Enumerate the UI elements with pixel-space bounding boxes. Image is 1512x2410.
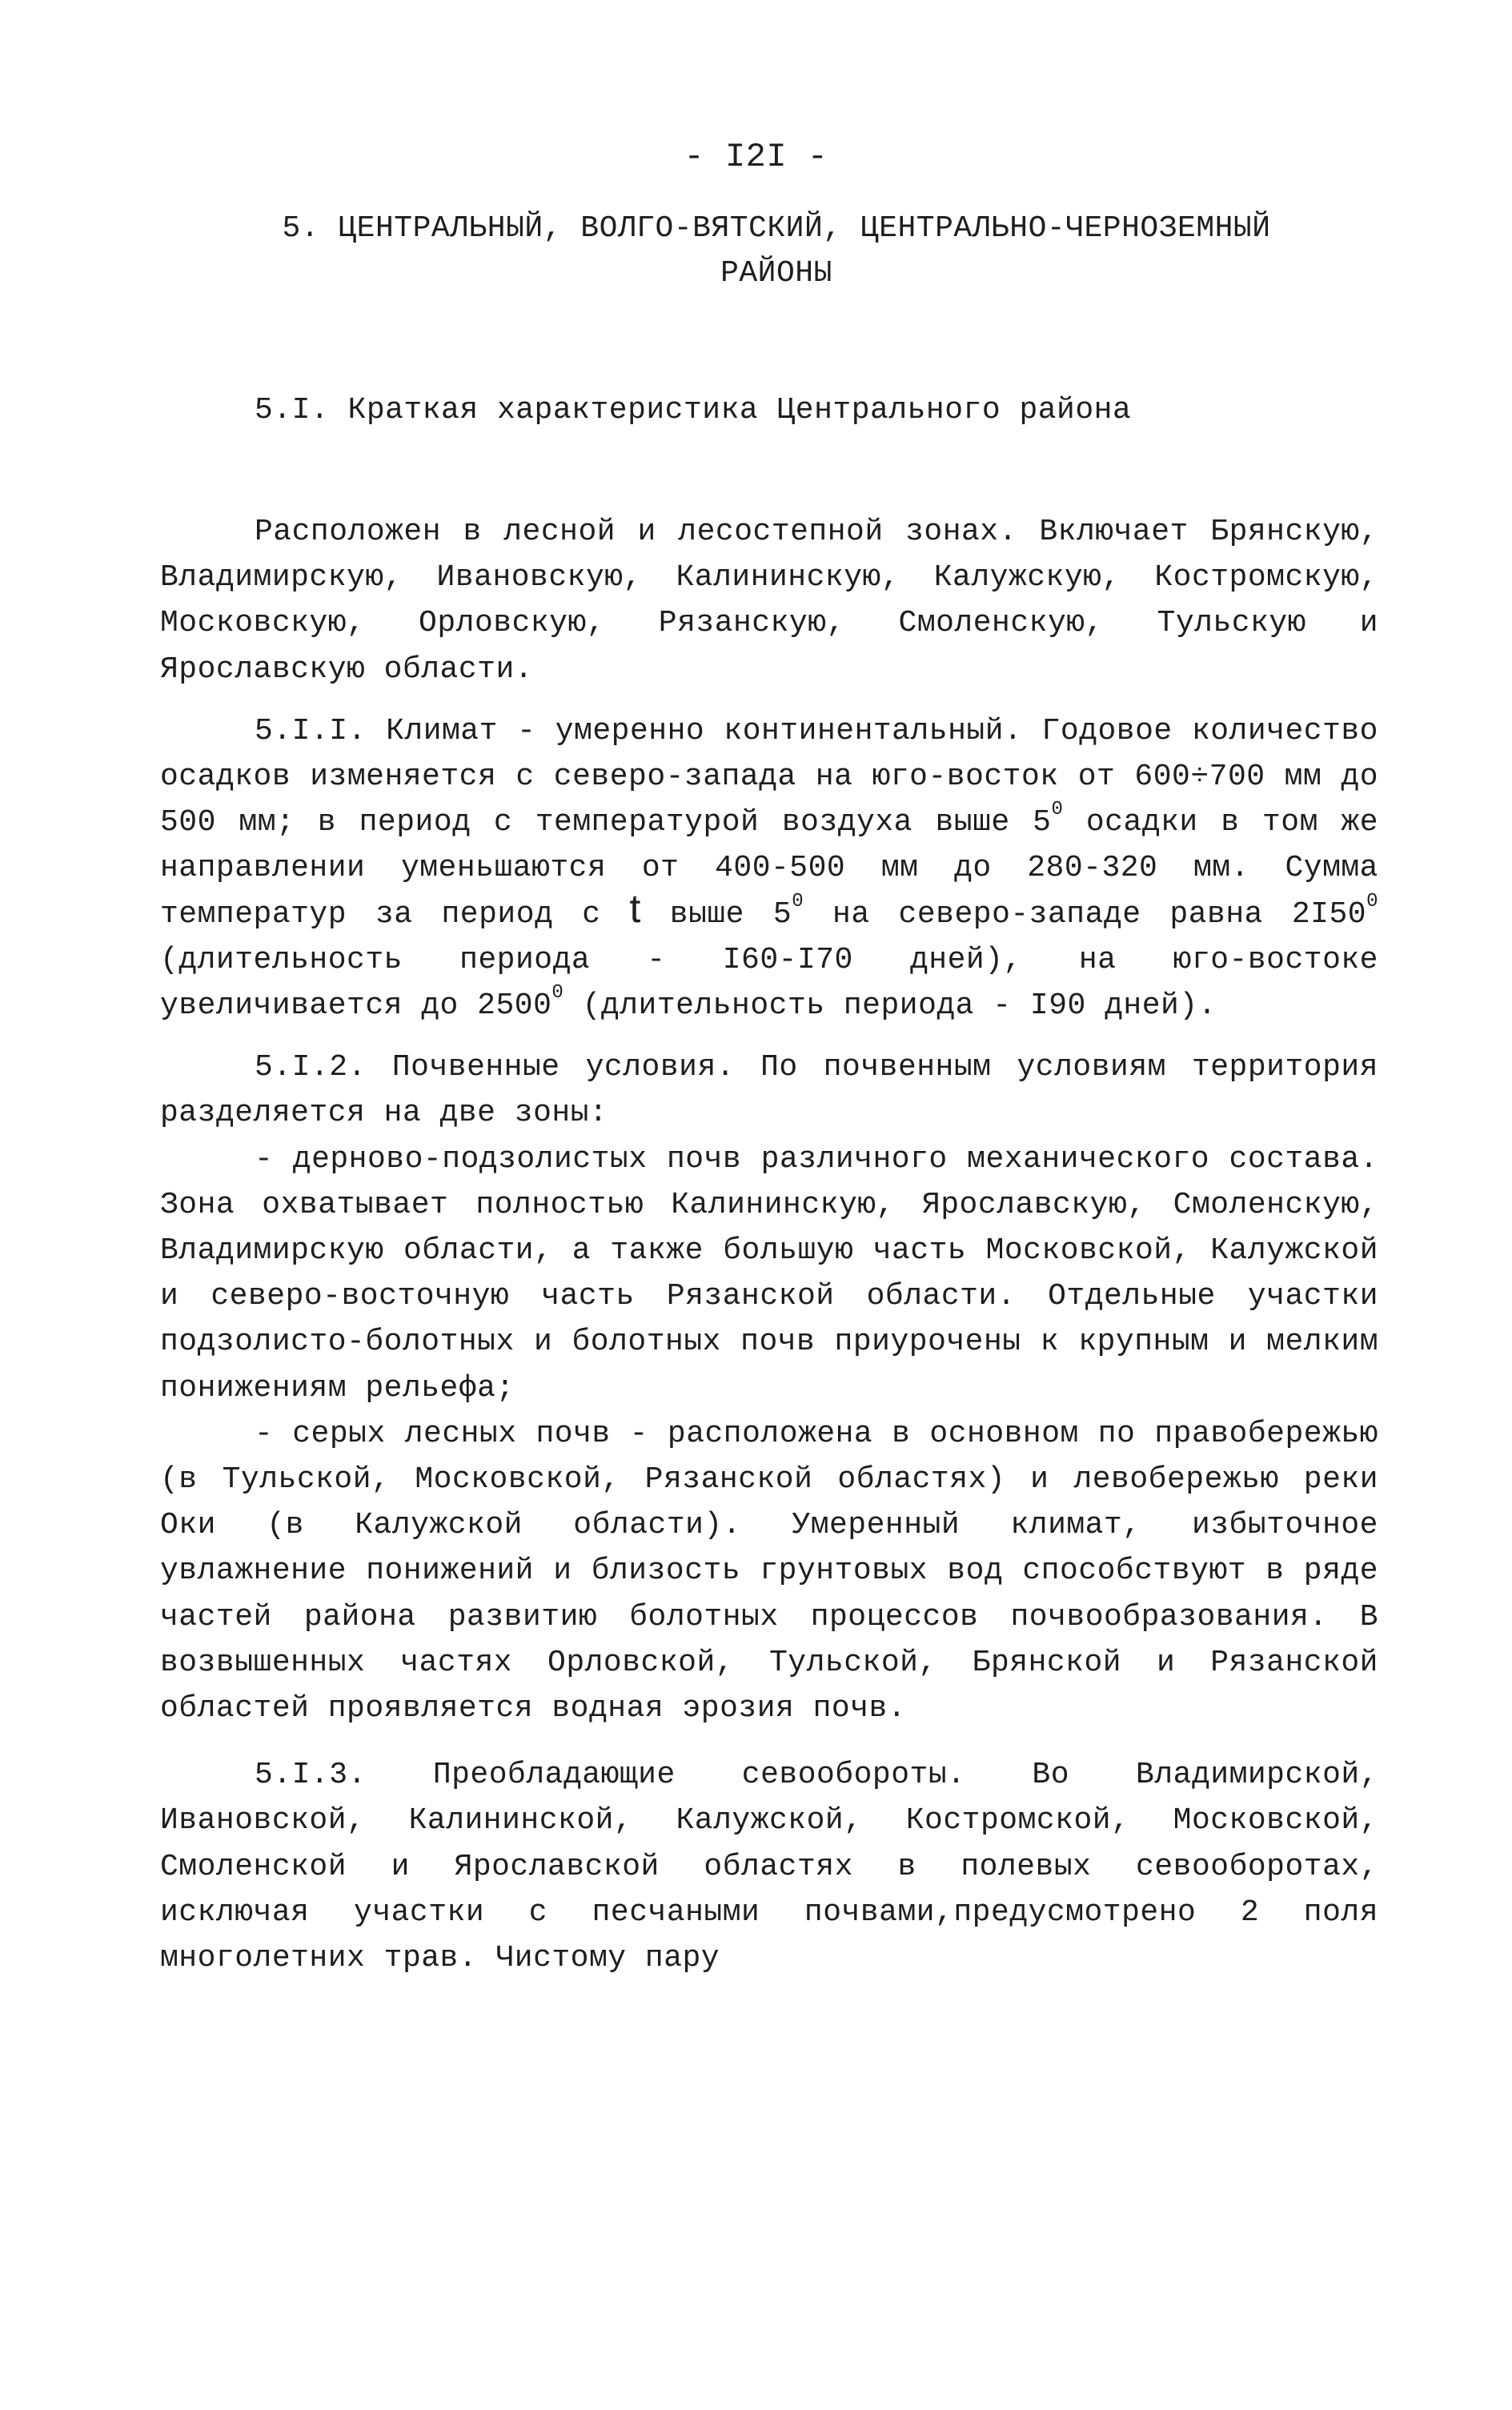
- degree-superscript: 0: [1051, 799, 1064, 821]
- chapter-title-line-1: 5. ЦЕНТРАЛЬНЫЙ, ВОЛГО-ВЯТСКИЙ, ЦЕНТРАЛЬНО-ЧЕРНОЗЕМНЫЙ: [282, 211, 1271, 246]
- paragraph-crop-rotation: 5.I.3. Преобладающие севообороты. Во Владимирской, Ивановской, Калининской, Калужской, Костромской, Московской, Смоленской и Ярославской областях в полевых севооборотах, исключая участки с песчаными почвами,предусмотрено 2 поля многолетних трав. Чистому пару: [160, 1758, 1378, 1976]
- paragraph-soil-zone-2: - серых лесных почв - расположена в основном по правобережью (в Тульской, Московской, Рязанской областях) и левобережью реки Оки (в Калужской области). Умеренный климат, избыточное увлажнение понижений и близость грунтовых вод способствуют в ряде частей района развитию болотных процессов почвообразования. В возвышенных частях Орловской, Тульской, Брянской и Рязанской областей проявляется водная эрозия почв.: [160, 1416, 1378, 1726]
- body-text: [160, 509, 1378, 1981]
- chapter-title: [160, 207, 1393, 296]
- climate-text-a: 5.I.I. Климат - умеренно континентальный. Годовое количество осадков изменяется с северо-запада на юго-восток от 600÷700 мм до 500 мм; в период с температурой воздуха выше 5: [160, 713, 1378, 840]
- climate-text-f: (длительность периода - I90 дней).: [563, 988, 1217, 1024]
- paragraph-intro: Расположен в лесной и лесостепной зонах. Включает Брянскую, Владимирскую, Ивановскую, Калининскую, Калужскую, Костромскую, Московскую, Орловскую, Рязанскую, Смоленскую, Тульскую и Ярославскую области.: [160, 515, 1378, 687]
- chapter-title-line-2: РАЙОНЫ: [720, 256, 832, 291]
- degree-superscript: 0: [792, 890, 804, 912]
- degree-superscript: 0: [551, 982, 564, 1005]
- degree-superscript: 0: [1366, 890, 1378, 912]
- paragraph-soil-intro: 5.I.2. Почвенные условия. По почвенным условиям территория разделяется на две зоны:: [160, 1050, 1378, 1131]
- climate-text-b: осадки в том же направлении уменьшаются от 400-500 мм до 280-320 мм. Сумма температур за период с: [160, 805, 1378, 932]
- paragraph-soil-zone-1: - дерново-подзолистых почв различного механического состава. Зона охватывает полностью Калининскую, Ярославскую, Смоленскую, Владимирскую области, а также большую часть Московской, Калужской и северо-восточную часть Рязанской области. Отдельные участки подзолисто-болотных и болотных почв приурочены к крупным и мелким понижениям рельефа;: [160, 1141, 1378, 1405]
- climate-text-c: выше 5: [640, 896, 792, 932]
- climate-text-e: (длительность периода - I60-I70 дней), на юго-востоке увеличивается до 2500: [160, 942, 1378, 1024]
- paragraph-climate: [160, 708, 1378, 1029]
- section-heading: 5.I. Краткая характеристика Центрального района: [255, 393, 1132, 427]
- climate-text-d: на северо-западе равна 2I50: [804, 896, 1367, 932]
- temperature-symbol: t: [629, 885, 641, 931]
- page-number: - I2I -: [684, 138, 828, 176]
